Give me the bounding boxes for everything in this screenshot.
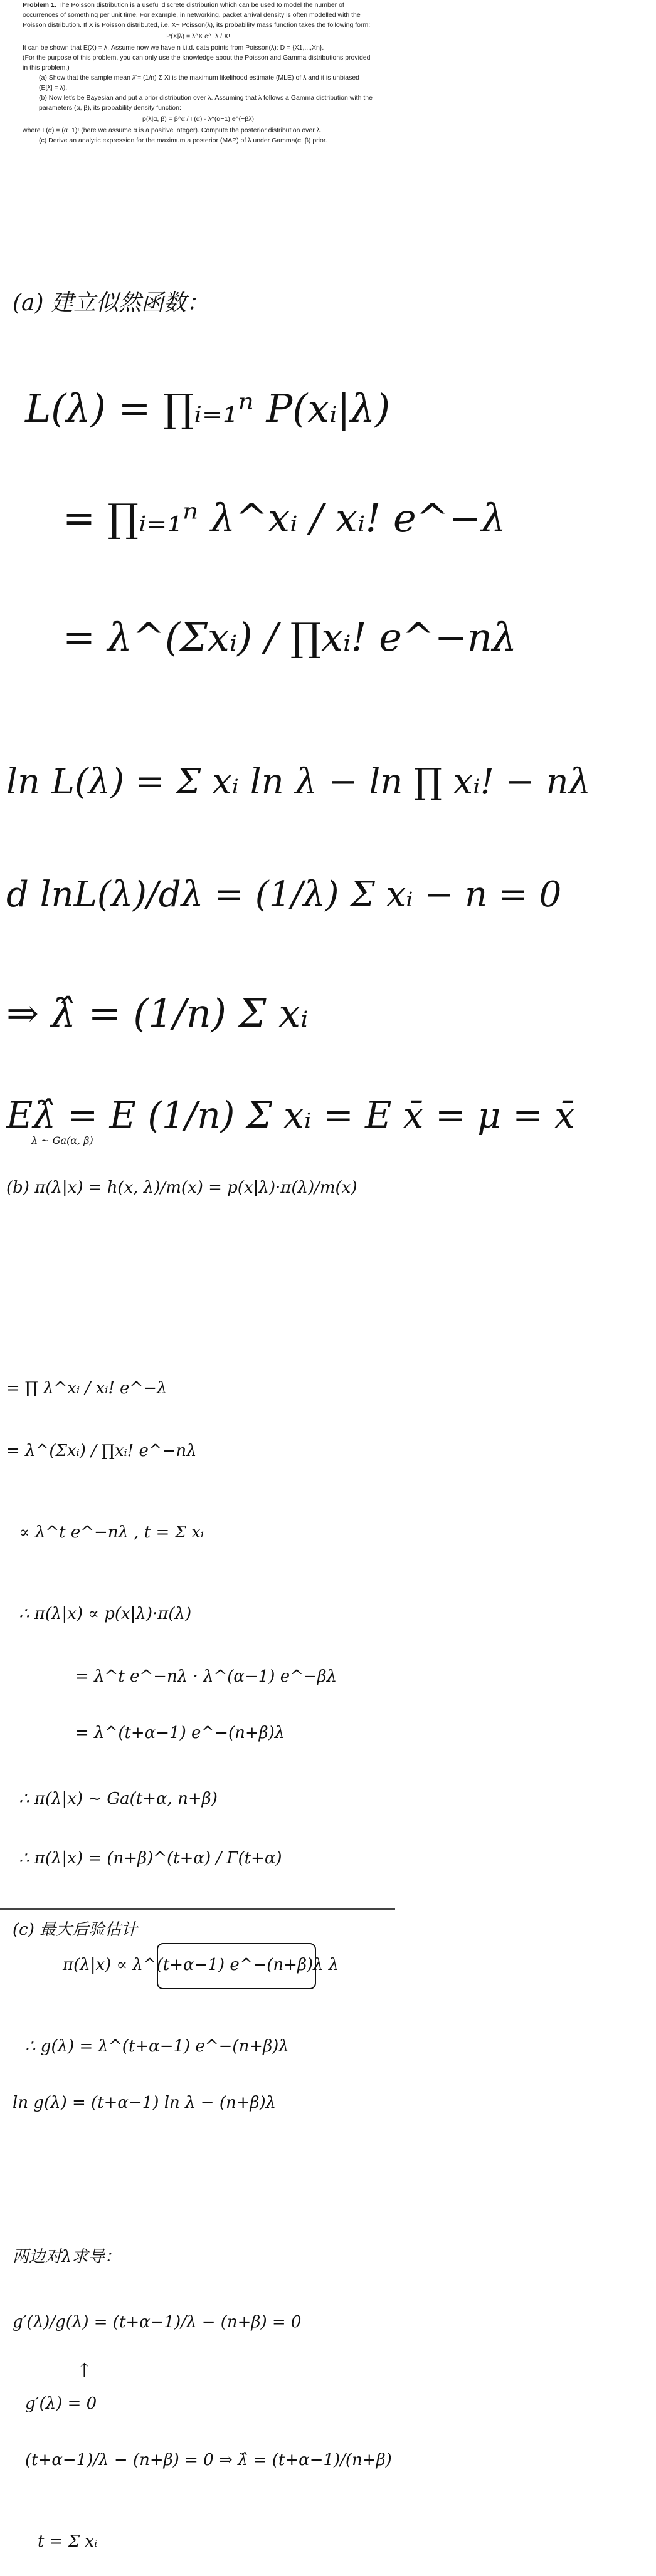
part-c-heading: (c) 最大后验估计	[13, 1920, 138, 1939]
c-map-estimate: (t+α−1)/λ − (n+β) = 0 ⇒ λ̂ = (t+α−1)/(n+β)	[25, 2451, 392, 2469]
mean-note: It can be shown that E(X) = λ. Assume now we have n i.i.d. data points from Poisson(λ): D = {X1,...,Xn}.	[23, 44, 324, 51]
gamma-pdf: p(λ|α, β) = β^α / Γ(α) · λ^(α−1) e^(−βλ)	[142, 115, 254, 123]
part-b-text: (b) Now let's be Bayesian and put a prior distribution over λ. Assuming that λ follows a Gamma distribution with the parameters (α, β), its probability density function:	[39, 94, 373, 112]
purpose-note: (For the purpose of this problem, you can only use the knowledge about the Poisson and Gamma distributions provided in this problem.)	[23, 54, 371, 71]
a-product-line: = ∏ᵢ₌₁ⁿ λ^xᵢ / xᵢ! e^−λ	[63, 495, 506, 541]
b-posterior-density: ∴ π(λ|x) = (n+β)^(t+α) / Γ(t+α)	[19, 1849, 282, 1868]
arrow-up-icon: ↑	[77, 2360, 93, 2382]
b-simplified-line: = λ^(Σxᵢ) / ∏xᵢ! e^−nλ	[6, 1442, 197, 1460]
a-simplified-line: = λ^(Σxᵢ) / ∏xᵢ! e^−nλ	[63, 614, 517, 660]
a-derivative-line: d lnL(λ)/dλ = (1/λ) Σ xᵢ − n = 0	[6, 874, 562, 915]
b-proportional-line: ∝ λ^t e^−nλ , t = Σ xᵢ	[19, 1523, 204, 1542]
problem-statement	[23, 0, 374, 145]
a-mle-line: ⇒ λ̂ = (1/n) Σ xᵢ	[6, 990, 309, 1036]
a-log-likelihood-line: ln L(λ) = Σ xᵢ ln λ − ln ∏ xᵢ! − nλ	[6, 762, 591, 802]
b-expanded-line: = λ^t e^−nλ · λ^(α−1) e^−βλ	[75, 1667, 337, 1686]
b-product-line: = ∏ λ^xᵢ / xᵢ! e^−λ	[6, 1379, 167, 1398]
a-unbiased-line: Eλ̂ = E (1/n) Σ xᵢ = E x̄ = μ = x̄	[6, 1094, 575, 1136]
c-kernel-line: π(λ|x) ∝ λ^(t+α−1) e^−(n+β)λ λ	[63, 1956, 339, 1974]
part-c-text: (c) Derive an analytic expression for the maximum a posterior (MAP) of λ under Gamma(α, β) prior.	[39, 137, 327, 144]
c-log-g-line: ln g(λ) = (t+α−1) ln λ − (n+β)λ	[13, 2093, 277, 2112]
c-g-definition: ∴ g(λ) = λ^(t+α−1) e^−(n+β)λ	[25, 2037, 289, 2056]
section-divider	[0, 1908, 395, 1910]
part-a-heading: (a) 建立似然函数：	[13, 290, 209, 316]
gamma-note: where Γ(α) = (α−1)! (here we assume α is a positive integer). Compute the posterior distribution over λ.	[23, 127, 322, 134]
c-stationary-line: g′(λ) = 0	[25, 2394, 97, 2413]
part-a-text: (a) Show that the sample mean λ̂ = (1/n) Σ Xi is the maximum likelihood estimate (MLE) of λ and it is unbiased (E[λ̂] = λ).	[39, 74, 360, 92]
problem-title: Problem 1.	[23, 1, 56, 9]
poisson-pmf: P(X|λ) = λ^X e^−λ / X!	[166, 33, 230, 40]
problem-intro: The Poisson distribution is a useful discrete distribution which can be used to model the number of occurrences of something per unit time. For example, in networking, packet arrival density is often modelled with the Poisson distribution. If X is Poisson distributed, i.e. X~ Poisson(λ), its probability mass function takes the following form:	[23, 1, 371, 29]
b-posterior-proportional: ∴ π(λ|x) ∝ p(x|λ)·π(λ)	[19, 1605, 192, 1623]
b-posterior-definition: (b) π(λ|x) = h(x, λ)/m(x) = p(x|λ)·π(λ)/m(x)	[6, 1178, 357, 1197]
b-prior-line: λ ~ Ga(α, β)	[31, 1134, 93, 1146]
b-combined-line: = λ^(t+α−1) e^−(n+β)λ	[75, 1724, 285, 1742]
c-differentiate-note: 两边对λ求导：	[13, 2248, 121, 2266]
c-derivative-line: g′(λ)/g(λ) = (t+α−1)/λ − (n+β) = 0	[13, 2313, 302, 2332]
c-t-definition: t = Σ xᵢ	[38, 2532, 98, 2551]
a-likelihood-line: L(λ) = ∏ᵢ₌₁ⁿ P(xᵢ|λ)	[25, 385, 391, 431]
b-gamma-posterior: ∴ π(λ|x) ~ Ga(t+α, n+β)	[19, 1789, 218, 1808]
